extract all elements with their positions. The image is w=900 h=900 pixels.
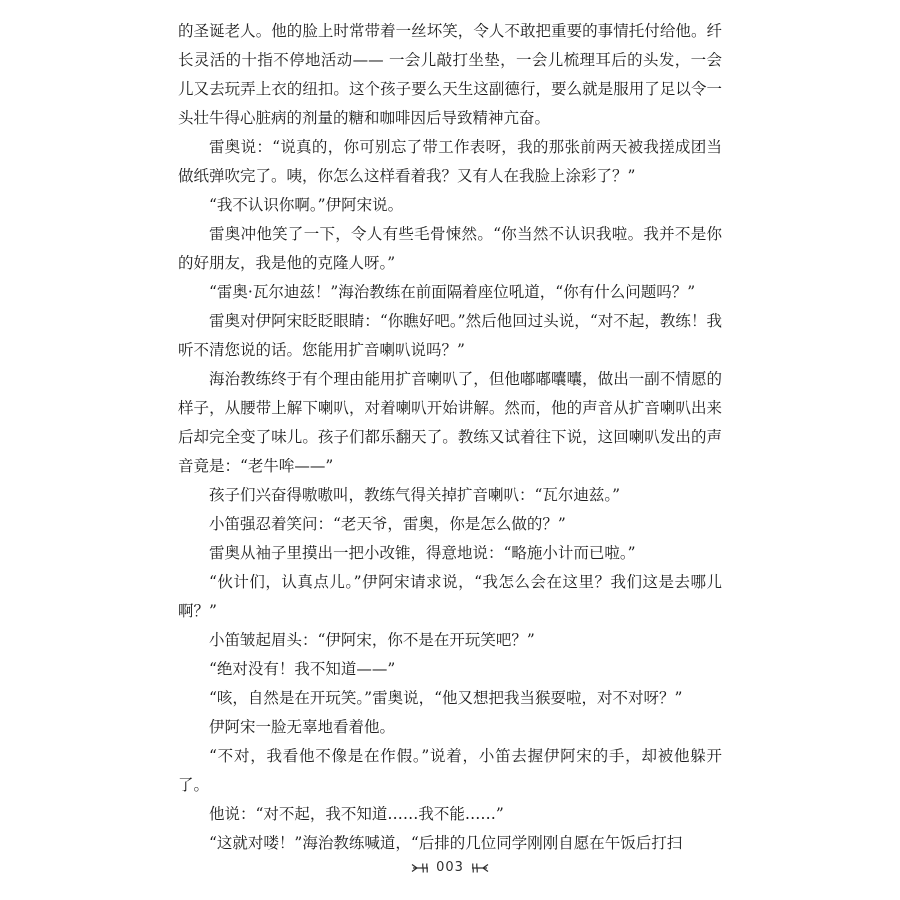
paragraph: “雷奥·瓦尔迪兹！”海治教练在前面隔着座位吼道，“你有什么问题吗？” xyxy=(209,283,696,301)
page-footer xyxy=(0,860,900,875)
paragraph: “我不认识你啊。”伊阿宋说。 xyxy=(209,196,404,214)
paragraph: 雷奥从袖子里摸出一把小改锥，得意地说：“略施小计而已啦。” xyxy=(209,544,636,562)
paragraph: 海治教练终于有个理由能用扩音喇叭了，但他嘟嘟囔囔，做出一副不情愿的样子，从腰带上解下喇叭，对着喇叭开始讲解。然而，他的声音从扩音喇叭出来后却完全变了味儿。孩子们都乐翻天了。教练又试着往下说，这回喇叭发出的声音竟是：“老牛哞——” xyxy=(178,370,722,475)
paragraph: “这就对喽！”海治教练喊道，“后排的几位同学刚刚自愿在午饭后打扫 xyxy=(209,834,683,852)
paragraph: 的圣诞老人。他的脸上时常带着一丝坏笑，令人不敢把重要的事情托付给他。纤长灵活的十指不停地活动—— 一会儿敲打坐垫，一会儿梳理耳后的头发，一会儿又去玩弄上衣的纽扣。这个孩子要么天生这副德行，要么就是服用了足以令一头壮牛得心脏病的剂量的糖和咖啡因后导致精神亢奋。 xyxy=(178,22,722,127)
page-body-text xyxy=(178,17,722,858)
paragraph: “不对，我看他不像是在作假。”说着，小笛去握伊阿宋的手，却被他躲开了。 xyxy=(178,747,722,794)
paragraph: “咳，自然是在开玩笑。”雷奥说，“他又想把我当猴耍啦，对不对呀？” xyxy=(209,689,683,707)
paragraph: “伙计们，认真点儿。”伊阿宋请求说，“我怎么会在这里？我们这是去哪儿啊？” xyxy=(178,573,722,620)
paragraph: 孩子们兴奋得嗷嗷叫，教练气得关掉扩音喇叭：“瓦尔迪兹。” xyxy=(209,486,621,504)
paragraph: 伊阿宋一脸无辜地看着他。 xyxy=(209,718,396,736)
footer-ornament-left-icon xyxy=(410,862,430,874)
paragraph: 雷奥冲他笑了一下，令人有些毛骨悚然。“你当然不认识我啦。我并不是你的好朋友，我是他的克隆人呀。” xyxy=(178,225,722,272)
paragraph: 小笛皱起眉头：“伊阿宋，你不是在开玩笑吧？” xyxy=(209,631,535,649)
paragraph: 雷奥对伊阿宋眨眨眼睛：“你瞧好吧。”然后他回过头说，“对不起，教练！我听不清您说的话。您能用扩音喇叭说吗？” xyxy=(178,312,722,359)
paragraph: 雷奥说：“说真的，你可别忘了带工作表呀，我的那张前两天被我搓成团当做纸弹吹完了。咦，你怎么这样看着我？又有人在我脸上涂彩了？” xyxy=(178,138,722,185)
paragraph: 小笛强忍着笑问：“老天爷，雷奥，你是怎么做的？” xyxy=(209,515,566,533)
footer-ornament-right-icon xyxy=(470,862,490,874)
paragraph: 他说：“对不起，我不知道……我不能……” xyxy=(209,805,504,823)
paragraph: “绝对没有！我不知道——” xyxy=(209,660,396,678)
page-number: 003 xyxy=(436,860,464,875)
